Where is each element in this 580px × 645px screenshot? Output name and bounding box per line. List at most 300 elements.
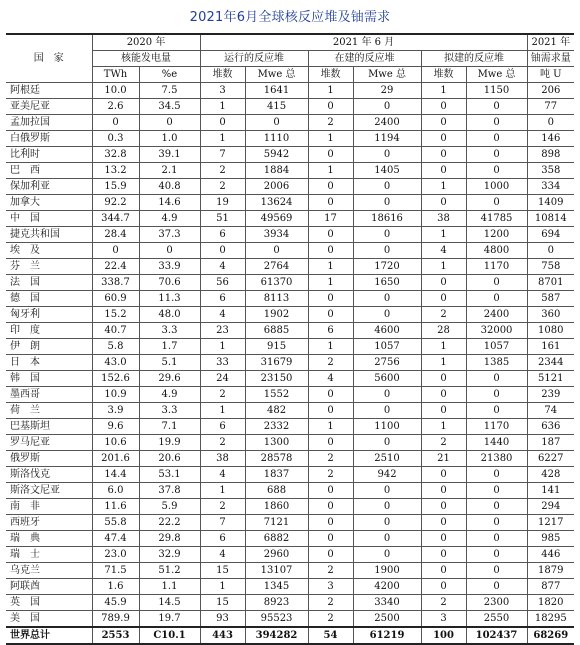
table-row: [6, 211, 574, 227]
con-units-cell: 2: [308, 563, 353, 579]
con-mwe-cell: 1100: [353, 419, 421, 435]
con-units-cell: 1: [308, 259, 353, 275]
percent-cell: 19.9: [139, 435, 200, 451]
op-mwe-cell: 8113: [245, 291, 308, 307]
uranium-cell: 206: [527, 83, 574, 99]
op-mwe-cell: 2332: [245, 419, 308, 435]
table-row: [6, 291, 574, 307]
twh-cell: 40.7: [92, 323, 139, 339]
op-units-cell: 4: [200, 547, 245, 563]
country-cell: 罗马尼亚: [6, 435, 92, 451]
table-row: [6, 403, 574, 419]
table-row: [6, 259, 574, 275]
con-mwe-cell: 0: [353, 179, 421, 195]
pl-mwe-cell: 0: [466, 499, 527, 515]
table-row: [6, 499, 574, 515]
op-units-cell: 2: [200, 179, 245, 195]
pl-units-cell: 3: [421, 611, 466, 628]
header-country: 国 家: [6, 34, 92, 83]
op-mwe-cell: 1902: [245, 307, 308, 323]
pl-units-cell: 0: [421, 99, 466, 115]
con-mwe-cell: 0: [353, 483, 421, 499]
op-units-cell: 3: [200, 83, 245, 99]
header-op-units: 堆数: [200, 67, 245, 83]
uranium-cell: 0: [527, 243, 574, 259]
op-units-cell: 6: [200, 419, 245, 435]
header-reactor-date: 2021 年 6 月: [200, 34, 527, 51]
table-row: [6, 339, 574, 355]
pl-units-cell: 0: [421, 371, 466, 387]
percent-cell: 29.8: [139, 531, 200, 547]
op-mwe-cell: 915: [245, 339, 308, 355]
table-row: [6, 483, 574, 499]
con-units-cell: 1: [308, 275, 353, 291]
percent-cell: 3.3: [139, 403, 200, 419]
country-cell: 孟加拉国: [6, 115, 92, 131]
twh-cell: 1.6: [92, 579, 139, 595]
header-uranium-year: 2021 年: [527, 34, 574, 51]
op-mwe-cell: 5942: [245, 147, 308, 163]
pl-mwe-cell: 0: [466, 579, 527, 595]
op-mwe-cell: 0: [245, 115, 308, 131]
header-planned: 拟建的反应堆: [421, 51, 527, 67]
total-uranium: 68269: [527, 627, 574, 644]
con-units-cell: 3: [308, 579, 353, 595]
total-percent: C10.1: [139, 627, 200, 644]
table-row: [6, 243, 574, 259]
total-con-units: 54: [308, 627, 353, 644]
twh-cell: 0: [92, 243, 139, 259]
percent-cell: 40.8: [139, 179, 200, 195]
percent-cell: 34.5: [139, 99, 200, 115]
twh-cell: 9.6: [92, 419, 139, 435]
pl-units-cell: 1: [421, 419, 466, 435]
percent-cell: 7.1: [139, 419, 200, 435]
pl-mwe-cell: 0: [466, 195, 527, 211]
header-pl-units: 堆数: [421, 67, 466, 83]
percent-cell: 1.7: [139, 339, 200, 355]
table-row: [6, 307, 574, 323]
percent-cell: 14.5: [139, 595, 200, 611]
total-con-mwe: 61219: [353, 627, 421, 644]
table-row: [6, 547, 574, 563]
twh-cell: 152.6: [92, 371, 139, 387]
op-units-cell: 51: [200, 211, 245, 227]
con-units-cell: 1: [308, 339, 353, 355]
con-units-cell: 1: [308, 131, 353, 147]
table-row: [6, 579, 574, 595]
total-op-mwe: 394282: [245, 627, 308, 644]
con-units-cell: 0: [308, 387, 353, 403]
op-units-cell: 1: [200, 403, 245, 419]
pl-units-cell: 2: [421, 307, 466, 323]
country-cell: 中 国: [6, 211, 92, 227]
op-mwe-cell: 23150: [245, 371, 308, 387]
country-cell: 巴基斯坦: [6, 419, 92, 435]
total-op-units: 443: [200, 627, 245, 644]
percent-cell: 70.6: [139, 275, 200, 291]
con-mwe-cell: 1405: [353, 163, 421, 179]
con-mwe-cell: 0: [353, 195, 421, 211]
pl-units-cell: 0: [421, 291, 466, 307]
con-mwe-cell: 0: [353, 307, 421, 323]
uranium-cell: 636: [527, 419, 574, 435]
pl-units-cell: 21: [421, 451, 466, 467]
table-row: [6, 467, 574, 483]
con-mwe-cell: 1650: [353, 275, 421, 291]
country-cell: 俄罗斯: [6, 451, 92, 467]
table-row: [6, 115, 574, 131]
uranium-cell: 0: [527, 115, 574, 131]
country-cell: 斯洛伐克: [6, 467, 92, 483]
country-cell: 荷 兰: [6, 403, 92, 419]
reactor-table: [6, 33, 574, 645]
table-row: [6, 387, 574, 403]
page-title: 2021年6月全球核反应堆及铀需求: [189, 10, 391, 25]
country-cell: 亚美尼亚: [6, 99, 92, 115]
op-units-cell: 15: [200, 595, 245, 611]
percent-cell: 1.0: [139, 131, 200, 147]
percent-cell: 37.3: [139, 227, 200, 243]
percent-cell: 20.6: [139, 451, 200, 467]
table-row: [6, 419, 574, 435]
con-units-cell: 1: [308, 83, 353, 99]
uranium-cell: 161: [527, 339, 574, 355]
pl-units-cell: 0: [421, 531, 466, 547]
uranium-cell: 428: [527, 467, 574, 483]
pl-mwe-cell: 0: [466, 163, 527, 179]
con-mwe-cell: 942: [353, 467, 421, 483]
twh-cell: 13.2: [92, 163, 139, 179]
con-units-cell: 0: [308, 515, 353, 531]
uranium-cell: 1409: [527, 195, 574, 211]
con-units-cell: 17: [308, 211, 353, 227]
pl-mwe-cell: 1057: [466, 339, 527, 355]
con-mwe-cell: 0: [353, 387, 421, 403]
table-row: [6, 563, 574, 579]
op-units-cell: 2: [200, 499, 245, 515]
con-mwe-cell: 0: [353, 403, 421, 419]
con-units-cell: 2: [308, 115, 353, 131]
pl-units-cell: 0: [421, 467, 466, 483]
percent-cell: 3.3: [139, 323, 200, 339]
con-units-cell: 0: [308, 99, 353, 115]
op-units-cell: 33: [200, 355, 245, 371]
pl-units-cell: 0: [421, 195, 466, 211]
uranium-cell: 77: [527, 99, 574, 115]
pl-units-cell: 38: [421, 211, 466, 227]
percent-cell: 7.5: [139, 83, 200, 99]
op-units-cell: 6: [200, 291, 245, 307]
pl-units-cell: 0: [421, 387, 466, 403]
con-mwe-cell: 1720: [353, 259, 421, 275]
con-mwe-cell: 18616: [353, 211, 421, 227]
con-units-cell: 0: [308, 243, 353, 259]
pl-mwe-cell: 0: [466, 563, 527, 579]
op-units-cell: 1: [200, 339, 245, 355]
country-cell: 印 度: [6, 323, 92, 339]
op-units-cell: 38: [200, 451, 245, 467]
twh-cell: 10.6: [92, 435, 139, 451]
pl-mwe-cell: 1000: [466, 179, 527, 195]
country-cell: 墨西哥: [6, 387, 92, 403]
table-row: [6, 435, 574, 451]
table-row: [6, 355, 574, 371]
table-row: [6, 131, 574, 147]
pl-mwe-cell: 1150: [466, 83, 527, 99]
uranium-cell: 1080: [527, 323, 574, 339]
pl-mwe-cell: 1200: [466, 227, 527, 243]
con-mwe-cell: 1057: [353, 339, 421, 355]
twh-cell: 43.0: [92, 355, 139, 371]
table-row: [6, 595, 574, 611]
table-row: [6, 163, 574, 179]
country-cell: 日 本: [6, 355, 92, 371]
op-mwe-cell: 2960: [245, 547, 308, 563]
op-mwe-cell: 95523: [245, 611, 308, 628]
op-mwe-cell: 13107: [245, 563, 308, 579]
country-cell: 白俄罗斯: [6, 131, 92, 147]
twh-cell: 789.9: [92, 611, 139, 628]
op-mwe-cell: 31679: [245, 355, 308, 371]
country-cell: 瑞 典: [6, 531, 92, 547]
pl-mwe-cell: 0: [466, 131, 527, 147]
con-mwe-cell: 5600: [353, 371, 421, 387]
header-percent: %e: [139, 67, 200, 83]
uranium-cell: 74: [527, 403, 574, 419]
op-units-cell: 2: [200, 435, 245, 451]
con-mwe-cell: 2500: [353, 611, 421, 628]
pl-mwe-cell: 0: [466, 515, 527, 531]
twh-cell: 0.3: [92, 131, 139, 147]
pl-units-cell: 4: [421, 243, 466, 259]
twh-cell: 28.4: [92, 227, 139, 243]
pl-mwe-cell: 0: [466, 371, 527, 387]
op-mwe-cell: 49569: [245, 211, 308, 227]
pl-units-cell: 1: [421, 227, 466, 243]
percent-cell: 0: [139, 115, 200, 131]
table-row: [6, 515, 574, 531]
pl-mwe-cell: 0: [466, 483, 527, 499]
uranium-cell: 187: [527, 435, 574, 451]
con-mwe-cell: 2400: [353, 115, 421, 131]
con-mwe-cell: 0: [353, 227, 421, 243]
con-units-cell: 0: [308, 403, 353, 419]
con-units-cell: 0: [308, 435, 353, 451]
con-units-cell: 2: [308, 611, 353, 628]
uranium-cell: 360: [527, 307, 574, 323]
twh-cell: 92.2: [92, 195, 139, 211]
con-units-cell: 0: [308, 307, 353, 323]
pl-units-cell: 0: [421, 483, 466, 499]
percent-cell: 5.9: [139, 499, 200, 515]
con-mwe-cell: 0: [353, 147, 421, 163]
table-row: [6, 195, 574, 211]
con-mwe-cell: 1194: [353, 131, 421, 147]
twh-cell: 15.2: [92, 307, 139, 323]
op-mwe-cell: 1345: [245, 579, 308, 595]
con-mwe-cell: 0: [353, 531, 421, 547]
country-cell: 西班牙: [6, 515, 92, 531]
pl-units-cell: 0: [421, 131, 466, 147]
pl-units-cell: 0: [421, 115, 466, 131]
op-units-cell: 23: [200, 323, 245, 339]
op-units-cell: 0: [200, 243, 245, 259]
pl-units-cell: 1: [421, 179, 466, 195]
pl-units-cell: 2: [421, 595, 466, 611]
con-mwe-cell: 4200: [353, 579, 421, 595]
con-units-cell: 0: [308, 483, 353, 499]
percent-cell: 2.1: [139, 163, 200, 179]
con-mwe-cell: 0: [353, 291, 421, 307]
pl-units-cell: 0: [421, 499, 466, 515]
country-cell: 英 国: [6, 595, 92, 611]
con-units-cell: 6: [308, 323, 353, 339]
header-generation-year: 2020 年: [92, 34, 200, 51]
percent-cell: 22.2: [139, 515, 200, 531]
con-mwe-cell: 3340: [353, 595, 421, 611]
op-mwe-cell: 8923: [245, 595, 308, 611]
op-mwe-cell: 0: [245, 243, 308, 259]
op-mwe-cell: 1300: [245, 435, 308, 451]
op-mwe-cell: 2764: [245, 259, 308, 275]
uranium-cell: 898: [527, 147, 574, 163]
percent-cell: 1.1: [139, 579, 200, 595]
uranium-cell: 10814: [527, 211, 574, 227]
pl-mwe-cell: 32000: [466, 323, 527, 339]
con-mwe-cell: 0: [353, 243, 421, 259]
percent-cell: 37.8: [139, 483, 200, 499]
con-mwe-cell: 0: [353, 515, 421, 531]
country-cell: 埃 及: [6, 243, 92, 259]
table-row: [6, 83, 574, 99]
uranium-cell: 8701: [527, 275, 574, 291]
pl-mwe-cell: 2400: [466, 307, 527, 323]
twh-cell: 3.9: [92, 403, 139, 419]
header-twh: TWh: [92, 67, 139, 83]
op-units-cell: 2: [200, 163, 245, 179]
con-mwe-cell: 1900: [353, 563, 421, 579]
pl-mwe-cell: 0: [466, 403, 527, 419]
country-cell: 瑞 士: [6, 547, 92, 563]
percent-cell: 51.2: [139, 563, 200, 579]
con-units-cell: 0: [308, 547, 353, 563]
con-units-cell: 0: [308, 291, 353, 307]
op-mwe-cell: 3934: [245, 227, 308, 243]
twh-cell: 47.4: [92, 531, 139, 547]
con-units-cell: 2: [308, 355, 353, 371]
country-cell: 加拿大: [6, 195, 92, 211]
twh-cell: 338.7: [92, 275, 139, 291]
header-con-mwe: Mwe 总: [353, 67, 421, 83]
country-cell: 斯洛文尼亚: [6, 483, 92, 499]
table-row: [6, 99, 574, 115]
percent-cell: 48.0: [139, 307, 200, 323]
op-units-cell: 4: [200, 307, 245, 323]
con-units-cell: 0: [308, 179, 353, 195]
country-cell: 南 非: [6, 499, 92, 515]
con-units-cell: 2: [308, 467, 353, 483]
header-construction: 在建的反应堆: [308, 51, 421, 67]
op-mwe-cell: 6885: [245, 323, 308, 339]
con-mwe-cell: 0: [353, 499, 421, 515]
uranium-cell: 1217: [527, 515, 574, 531]
pl-units-cell: 0: [421, 403, 466, 419]
op-mwe-cell: 61370: [245, 275, 308, 291]
table-row: [6, 147, 574, 163]
con-units-cell: 0: [308, 531, 353, 547]
con-units-cell: 0: [308, 227, 353, 243]
pl-units-cell: 2: [421, 435, 466, 451]
pl-units-cell: 1: [421, 339, 466, 355]
pl-mwe-cell: 0: [466, 275, 527, 291]
pl-mwe-cell: 0: [466, 147, 527, 163]
uranium-cell: 294: [527, 499, 574, 515]
percent-cell: 11.3: [139, 291, 200, 307]
uranium-cell: 446: [527, 547, 574, 563]
pl-mwe-cell: 0: [466, 547, 527, 563]
percent-cell: 53.1: [139, 467, 200, 483]
pl-units-cell: 0: [421, 275, 466, 291]
pl-mwe-cell: 0: [466, 115, 527, 131]
percent-cell: 4.9: [139, 211, 200, 227]
total-pl-units: 100: [421, 627, 466, 644]
pl-units-cell: 1: [421, 259, 466, 275]
con-mwe-cell: 0: [353, 547, 421, 563]
twh-cell: 55.8: [92, 515, 139, 531]
con-mwe-cell: 4600: [353, 323, 421, 339]
con-mwe-cell: 0: [353, 99, 421, 115]
op-units-cell: 2: [200, 387, 245, 403]
con-mwe-cell: 0: [353, 435, 421, 451]
pl-mwe-cell: 4800: [466, 243, 527, 259]
twh-cell: 60.9: [92, 291, 139, 307]
pl-units-cell: 1: [421, 83, 466, 99]
pl-units-cell: 0: [421, 147, 466, 163]
op-mwe-cell: 6882: [245, 531, 308, 547]
pl-units-cell: 0: [421, 563, 466, 579]
country-cell: 匈牙利: [6, 307, 92, 323]
country-cell: 美 国: [6, 611, 92, 628]
op-units-cell: 24: [200, 371, 245, 387]
op-mwe-cell: 28578: [245, 451, 308, 467]
percent-cell: 14.6: [139, 195, 200, 211]
header-operating: 运行的反应堆: [200, 51, 308, 67]
op-mwe-cell: 7121: [245, 515, 308, 531]
header-generation: 核能发电量: [92, 51, 200, 67]
twh-cell: 0: [92, 115, 139, 131]
uranium-cell: 758: [527, 259, 574, 275]
pl-mwe-cell: 0: [466, 531, 527, 547]
country-cell: 巴 西: [6, 163, 92, 179]
table-row: [6, 179, 574, 195]
op-units-cell: 4: [200, 259, 245, 275]
header-uranium: 铀需求量: [527, 51, 574, 67]
twh-cell: 22.4: [92, 259, 139, 275]
uranium-cell: 5121: [527, 371, 574, 387]
uranium-cell: 141: [527, 483, 574, 499]
pl-mwe-cell: 21380: [466, 451, 527, 467]
op-units-cell: 1: [200, 99, 245, 115]
pl-units-cell: 0: [421, 547, 466, 563]
header-con-units: 堆数: [308, 67, 353, 83]
twh-cell: 32.8: [92, 147, 139, 163]
pl-mwe-cell: 1170: [466, 259, 527, 275]
twh-cell: 11.6: [92, 499, 139, 515]
op-units-cell: 1: [200, 579, 245, 595]
op-units-cell: 0: [200, 115, 245, 131]
con-units-cell: 0: [308, 499, 353, 515]
